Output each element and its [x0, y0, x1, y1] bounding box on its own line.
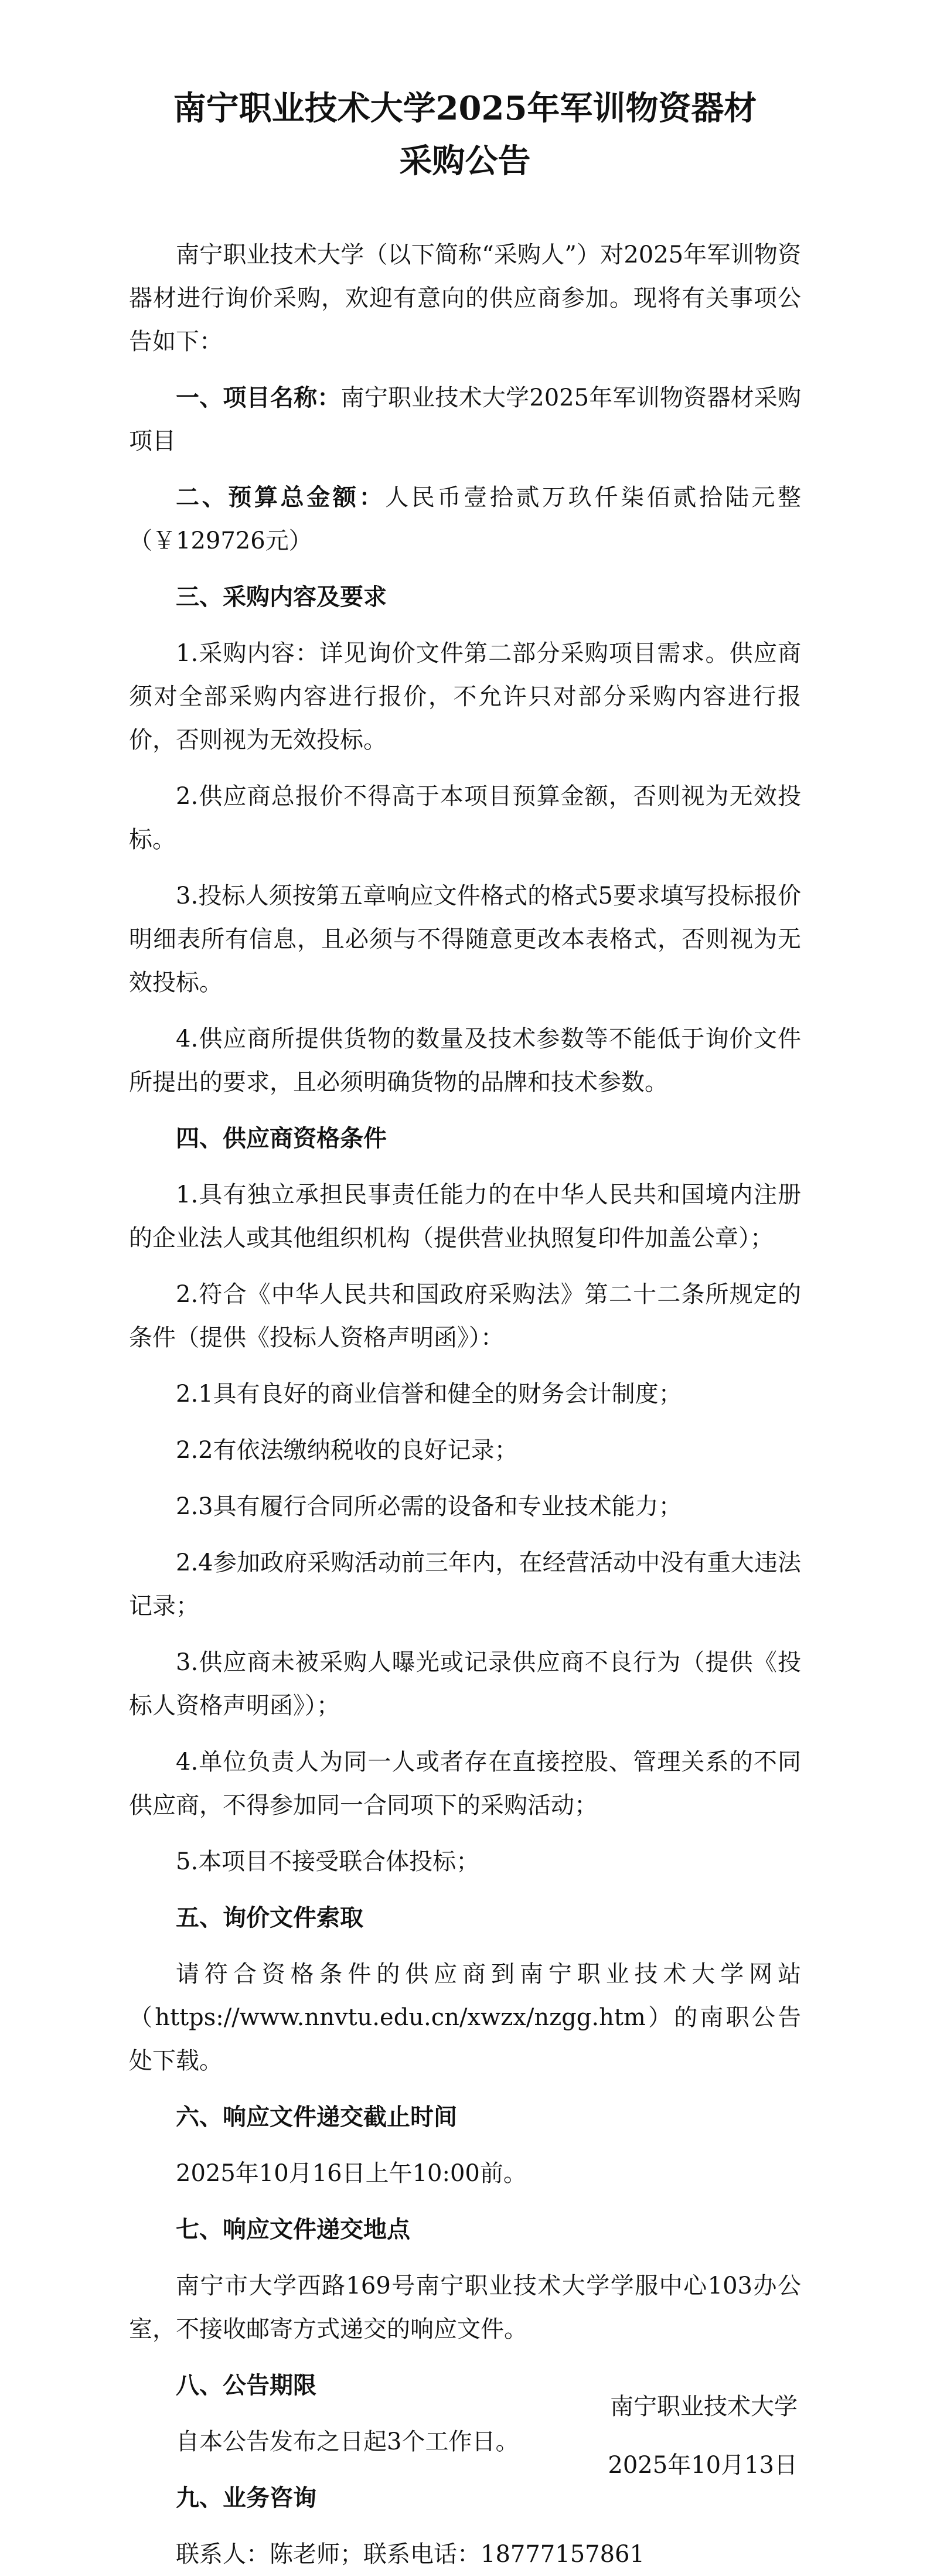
requirement-item: 2.供应商总报价不得高于本项目预算金额，否则视为无效投标。 [129, 783, 801, 853]
title-line-2: 采购公告 [399, 142, 531, 180]
qualification-item: 2.2有依法缴纳税收的良好记录； [176, 1437, 518, 1464]
requirement-item: 3.投标人须按第五章响应文件格式的格式5要求填写投标报价明细表所有信息，且必须与不得随意更改本表格式，否则视为无效投标。 [129, 882, 801, 996]
qualification-item: 4.单位负责人为同一人或者存在直接控股、管理关系的不同供应商，不得参加同一合同项下的采购活动； [129, 1749, 801, 1819]
signature-organization: 南宁职业技术大学 [610, 2393, 798, 2420]
project-name-value: 南宁职业技术大学2025年军训物资器材采购项目 [129, 384, 802, 455]
qualification-item: 2.3具有履行合同所必需的设备和专业技术能力； [176, 1493, 682, 1520]
budget-value: 人民币壹拾贰万玖仟柒佰贰拾陆元整（￥129726元） [129, 484, 802, 554]
project-name [129, 376, 801, 463]
qualification-item: 3.供应商未被采购人曝光或记录供应商不良行为（提供《投标人资格声明函》）； [129, 1649, 801, 1719]
document-retrieval-text: 请符合资格条件的供应商到南宁职业技术大学网站（https://www.nnvtu.edu.cn/xwzx/nzgg.htm）的南职公告处下载。 [129, 1961, 801, 2074]
qualification-item: 2.1具有良好的商业信誉和健全的财务会计制度； [176, 1381, 682, 1408]
budget-label: 二、预算总金额： [176, 483, 386, 511]
qualification-item: 5.本项目不接受联合体投标； [176, 1848, 480, 1875]
period-text: 自本公告发布之日起3个工作日。 [176, 2428, 519, 2455]
section-heading-contact: 九、业务咨询 [176, 2484, 316, 2512]
project-name-label: 一、项目名称： [176, 384, 341, 411]
contact-text: 联系人：陈老师；联系电话：18777157861 [176, 2541, 645, 2568]
title-line-1: 南宁职业技术大学2025年军训物资器材 [173, 89, 757, 128]
qualification-item: 1.具有独立承担民事责任能力的在中华人民共和国境内注册的企业法人或其他组织机构（提供营业执照复印件加盖公章）； [129, 1181, 801, 1252]
section-heading-period: 八、公告期限 [176, 2371, 316, 2399]
requirement-item: 1.采购内容：详见询价文件第二部分采购项目需求。供应商须对全部采购内容进行报价，不允许只对部分采购内容进行报价，否则视为无效投标。 [129, 640, 801, 754]
budget [129, 476, 801, 563]
page-title [129, 82, 801, 188]
qualification-item: 2.4参加政府采购活动前三年内，在经营活动中没有重大违法记录； [129, 1549, 801, 1620]
intro-paragraph: 南宁职业技术大学（以下简称“采购人”）对2025年军训物资器材进行询价采购，欢迎有意向的供应商参加。现将有关事项公告如下： [129, 241, 801, 355]
section-heading-deadline: 六、响应文件递交截止时间 [176, 2103, 457, 2131]
signature-date: 2025年10月13日 [608, 2452, 798, 2479]
section-heading-location: 七、响应文件递交地点 [176, 2216, 410, 2243]
deadline-text: 2025年10月16日上午10:00前。 [176, 2160, 527, 2187]
qualification-item: 2.符合《中华人民共和国政府采购法》第二十二条所规定的条件（提供《投标人资格声明函》）： [129, 1281, 801, 1351]
location-text: 南宁市大学西路169号南宁职业技术大学学服中心103办公室，不接收邮寄方式递交的响应文件。 [129, 2272, 801, 2343]
section-heading-requirements: 三、采购内容及要求 [176, 583, 387, 611]
section-heading-document-retrieval: 五、询价文件索取 [176, 1904, 363, 1931]
section-heading-qualifications: 四、供应商资格条件 [176, 1125, 387, 1152]
requirement-item: 4.供应商所提供货物的数量及技术参数等不能低于询价文件所提出的要求，且必须明确货物的品牌和技术参数。 [129, 1025, 801, 1096]
